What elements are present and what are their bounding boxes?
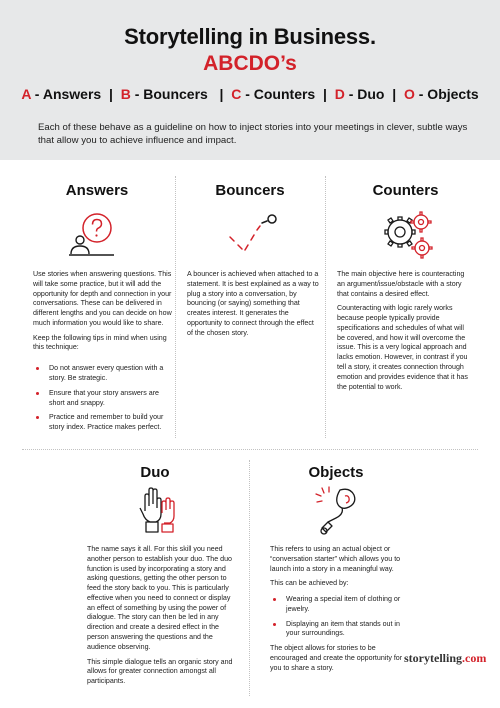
duo-paragraph: The name says it all. For this skill you need another person to establish your duo. The duo function is used by incorporating a story and asking questions, getting the other person to feed the story back to you. This is particularly effective when you need to connect or display an effect of something by using the power of dialogue. The story can then be led in any direction and create a desired effect in the person answering the questions and the audience observing. (87, 545, 232, 651)
answers-tips-list (33, 364, 173, 433)
objects-item: Displaying an item that stands out in your surroundings. (286, 619, 400, 638)
answers-title: Answers (65, 182, 129, 199)
bullet-dot (273, 598, 276, 601)
objects-list (270, 595, 405, 639)
legend-letter-a: A (21, 86, 31, 102)
legend-letter-c: C (231, 86, 242, 102)
list-item (33, 364, 173, 384)
divider-horizontal (22, 449, 478, 450)
answers-tip: Do not answer every question with a story. Be strategic. (49, 364, 164, 383)
duo-paragraph: This simple dialogue tells an organic story and allows for greater connection amongst all participants. (87, 657, 233, 686)
answers-tip: Ensure that your story answers are short and snappy. (49, 388, 160, 407)
brand-name: storytelling (404, 651, 462, 665)
brand-tld: .com (462, 651, 487, 665)
objects-closing: The object allows for stories to be encouraged and create the opportunity for you to share a story. (270, 644, 403, 672)
bouncers-text (187, 270, 319, 343)
counters-paragraph: Counteracting with logic rarely works because people typically provide specifications and schedules of what will be covered, and how it will overcome the issue. This is a very logical approach and lacks emotion. However, in contrast if you tell a story, it creates connection through emotion and provides evidence that it has the potential to work. (337, 304, 468, 391)
objects-paragraph: This refers to using an actual object or “conversation starter” which allows you to launch into a story in a meaningful way. (270, 545, 401, 573)
legend-letter-o: O (403, 86, 415, 102)
divider-vertical-3 (249, 460, 250, 696)
legend-label-objects: - Objects (414, 86, 479, 102)
legend-letter-d: D (334, 86, 345, 102)
legend-label-bouncers: - Bouncers | (130, 86, 232, 102)
counters-title: Counters (372, 182, 439, 199)
high-five-hands-icon (138, 484, 178, 534)
bounce-path-icon (224, 210, 284, 258)
bouncers-title: Bouncers (215, 182, 285, 199)
divider-vertical-2 (325, 176, 326, 438)
objects-item: Wearing a special item of clothing or jewelry. (286, 595, 401, 613)
duo-title: Duo (140, 464, 170, 481)
counters-paragraph: The main objective here is counteracting an argument/issue/obstacle with a story that contains a desired effect. (337, 270, 465, 298)
bullet-dot (36, 367, 39, 370)
page-title: Storytelling in Business. (124, 24, 376, 49)
answers-paragraph: Use stories when answering questions. This will take some practice, but it will add the opportunity for depth and connection in your conversations. These can be delivered in different lengths and you can decide on how much information you would like to share. (33, 270, 172, 327)
list-item (270, 620, 405, 640)
trophy-object-icon (312, 484, 362, 536)
duo-text (87, 545, 239, 692)
brand-logo (404, 651, 486, 666)
list-item (33, 389, 173, 409)
page-subtitle: ABCDO’s (203, 52, 297, 75)
intro-text: Each of these behave as a guideline on how to inject stories into your meetings in clever, subtle ways that allow you to achieve influence and impact. (38, 122, 468, 147)
legend-label-duo: - Duo | (344, 86, 404, 102)
objects-title: Objects (308, 464, 364, 481)
counters-text (337, 270, 473, 397)
bullet-dot (36, 392, 39, 395)
answers-tip: Practice and remember to build your story index. Practice makes perfect. (49, 413, 164, 432)
answers-text (33, 270, 173, 438)
question-person-icon (66, 210, 118, 260)
abcdo-legend (0, 86, 500, 102)
legend-label-answers: - Answers | (30, 86, 121, 102)
legend-letter-b: B (120, 86, 131, 102)
divider-vertical-1 (175, 176, 176, 438)
legend-label-counters: - Counters | (241, 86, 335, 102)
bullet-dot (273, 623, 276, 626)
objects-paragraph: This can be achieved by: (270, 579, 349, 588)
answers-paragraph: Keep the following tips in mind when using this technique: (33, 333, 167, 352)
list-item (270, 595, 405, 615)
objects-text (270, 545, 405, 679)
bouncers-paragraph: A bouncer is achieved when attached to a statement. It is best explained as a way to plug a story into a conversation, by bouncing (or saying) something that creates interest. It generates the opportunity to connect through the effect of the chosen story. (187, 270, 319, 337)
gears-icon (380, 208, 436, 262)
list-item (33, 413, 173, 433)
bullet-dot (36, 416, 39, 419)
